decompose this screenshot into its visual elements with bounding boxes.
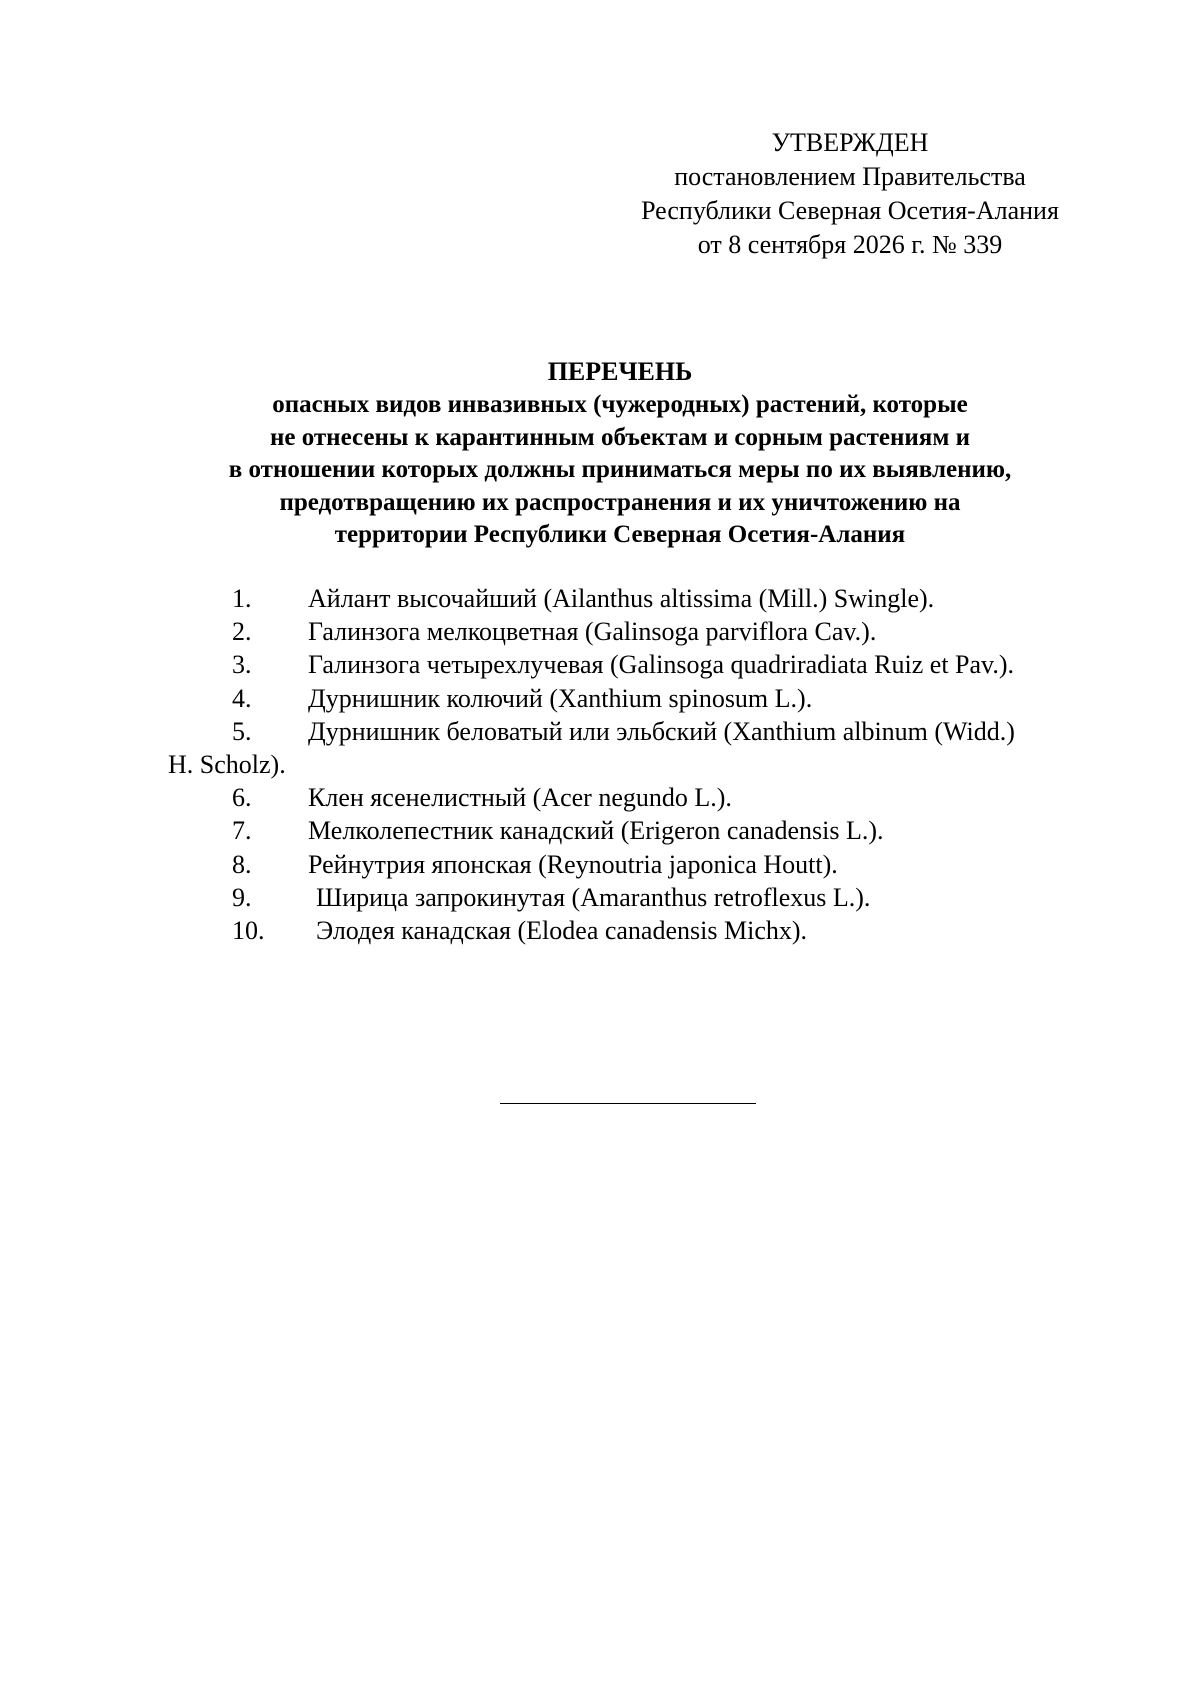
title-line: предотвращению их распространения и их уничтожению на <box>279 488 961 516</box>
list-item <box>168 715 1108 781</box>
item-text: Айлант высочайший (Ailanthus altissima (Mill.) Swingle). <box>308 584 935 613</box>
item-text: Ширица запрокинутая (Amaranthus retroflexus L.). <box>316 882 871 912</box>
item-text: Дурнишник колючий (Xanthium spinosum L.). <box>308 683 813 713</box>
list-item <box>168 582 1108 615</box>
item-number: 6. <box>232 783 252 813</box>
item-text-continuation: H. Scholz). <box>168 749 286 779</box>
list-item <box>168 814 1108 847</box>
approval-stamp <box>600 126 1100 262</box>
item-text: Элодея канадская (Elodea canadensis Michx). <box>316 915 808 945</box>
item-text: Рейнутрия японская (Reynoutria japonica Houtt). <box>308 849 838 879</box>
list-item <box>168 848 1108 881</box>
list-item <box>168 914 1108 947</box>
title-line: опасных видов инвазивных (чужеродных) растений, которые <box>272 391 968 418</box>
approval-date-number: от 8 сентября 2026 г. № 339 <box>697 230 1003 259</box>
item-number: 1. <box>232 584 252 613</box>
item-text: Мелколепестник канадский (Erigeron canadensis L.). <box>308 816 884 846</box>
item-text: Дурнишник беловатый или эльбский (Xanthium albinum (Widd.) <box>308 716 1015 746</box>
approval-government: Республики Северная Осетия-Алания <box>641 196 1059 225</box>
item-text: Клен ясенелистный (Acer negundo L.). <box>308 783 732 813</box>
approval-heading: УТВЕРЖДЕН <box>771 128 929 157</box>
item-text: Галинзога четырехлучевая (Galinsoga quadriradiata Ruiz et Pav.). <box>308 650 1015 680</box>
list-item <box>168 682 1108 715</box>
species-list <box>168 582 1108 947</box>
approval-resolution: постановлением Правительства <box>674 162 1026 191</box>
item-number: 3. <box>232 650 252 680</box>
list-item <box>168 781 1108 814</box>
end-divider-line <box>500 1103 756 1104</box>
title-heading: ПЕРЕЧЕНЬ <box>547 357 693 386</box>
title-line: территории Республики Северная Осетия-Алания <box>334 521 906 548</box>
title-line: в отношении которых должны приниматься меры по их выявлению, <box>228 456 1012 483</box>
item-number: 7. <box>232 816 252 846</box>
item-text: Галинзога мелкоцветная (Galinsoga parviflora Cav.). <box>308 617 877 647</box>
item-number: 9. <box>232 882 252 912</box>
list-item <box>168 615 1108 648</box>
item-number: 5. <box>232 716 252 746</box>
list-item <box>168 881 1108 914</box>
title-line: не отнесены к карантинным объектам и сорным растениям и <box>269 423 971 451</box>
item-number: 10. <box>232 915 265 945</box>
list-item <box>168 648 1108 681</box>
document-title <box>140 355 1100 552</box>
item-number: 2. <box>232 617 252 647</box>
item-number: 4. <box>232 683 252 713</box>
item-number: 8. <box>232 849 252 879</box>
title-subtitle <box>140 389 1100 552</box>
